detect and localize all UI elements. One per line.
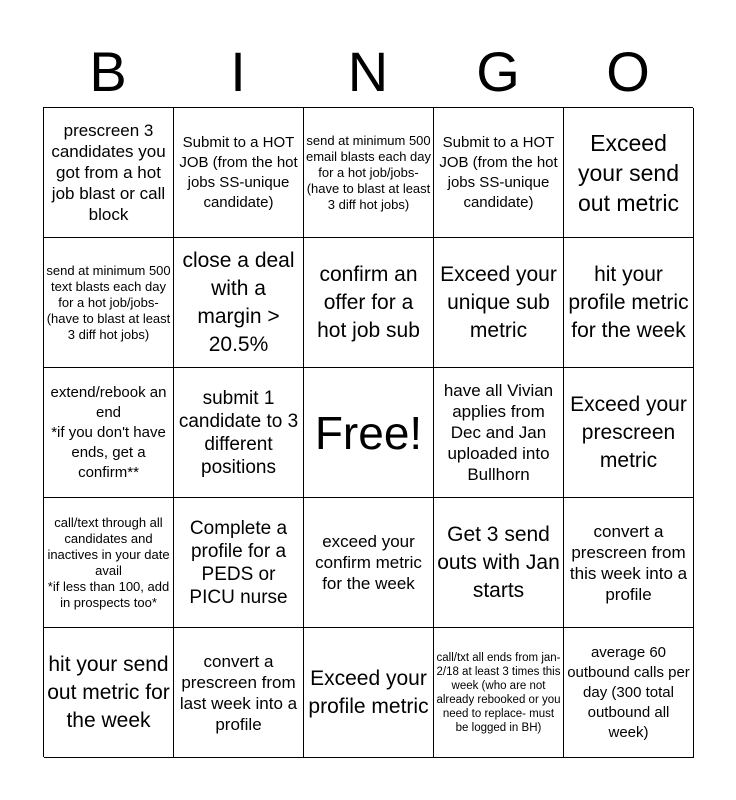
bingo-cell[interactable] xyxy=(44,628,174,758)
cell-text: Complete a profile for a PEDS or PICU nurse xyxy=(189,517,288,608)
cell-text: exceed your confirm metric for the week xyxy=(315,532,422,593)
cell-text: Exceed your send out metric xyxy=(577,129,679,216)
header-letter-g: G xyxy=(476,40,520,103)
bingo-card-grid xyxy=(43,107,693,757)
cell-text: send at minimum 500 text blasts each day for a hot job/jobs- (have to blast at least 3 diff hot jobs) xyxy=(46,262,171,342)
bingo-cell[interactable] xyxy=(44,238,174,368)
cell-text: convert a prescreen from last week into a profile xyxy=(179,651,298,734)
header-letter-b: B xyxy=(89,40,127,103)
cell-text: have all Vivian applies from Dec and Jan uploaded into Bullhorn xyxy=(443,381,554,484)
cell-text: call/txt all ends from jan-2/18 at least 3 times this week (who are not already rebooked or you need to replace- must be logged in BH) xyxy=(436,651,561,734)
bingo-cell[interactable] xyxy=(44,368,174,498)
bingo-cell[interactable] xyxy=(434,108,564,238)
cell-text: average 60 outbound calls per day (300 total outbound all week) xyxy=(567,643,690,741)
bingo-cell[interactable] xyxy=(434,238,564,368)
bingo-cell[interactable] xyxy=(434,498,564,628)
cell-text: Get 3 send outs with Jan starts xyxy=(437,522,560,602)
bingo-cell[interactable] xyxy=(44,108,174,238)
cell-text: Submit to a HOT JOB (from the hot jobs SS-unique candidate) xyxy=(179,133,298,211)
bingo-cell[interactable] xyxy=(44,498,174,628)
cell-text: Exceed your unique sub metric xyxy=(440,262,557,342)
bingo-cell[interactable] xyxy=(174,498,304,628)
cell-text: extend/rebook an end *if you don't have ends, get a confirm** xyxy=(50,383,167,481)
bingo-cell[interactable] xyxy=(564,628,694,758)
cell-text: submit 1 candidate to 3 different positions xyxy=(178,387,299,478)
cell-text: close a deal with a margin > 20.5% xyxy=(182,248,295,356)
free-space-cell[interactable] xyxy=(304,368,434,498)
bingo-cell[interactable] xyxy=(564,498,694,628)
free-space-text: Free! xyxy=(314,406,423,459)
bingo-cell[interactable] xyxy=(304,238,434,368)
bingo-cell[interactable] xyxy=(174,108,304,238)
cell-text: send at minimum 500 email blasts each day for a hot job/jobs- (have to blast at least 3 diff hot jobs) xyxy=(306,132,432,212)
cell-text: confirm an offer for a hot job sub xyxy=(317,262,420,342)
bingo-cell[interactable] xyxy=(174,238,304,368)
bingo-cell[interactable] xyxy=(564,368,694,498)
bingo-cell[interactable] xyxy=(434,628,564,758)
header-letter-i: I xyxy=(230,40,246,103)
cell-text: prescreen 3 candidates you got from a hot job blast or call block xyxy=(51,121,166,224)
cell-text: hit your send out metric for the week xyxy=(47,652,170,732)
bingo-cell[interactable] xyxy=(304,108,434,238)
bingo-cell[interactable] xyxy=(564,108,694,238)
cell-text: convert a prescreen from this week into a profile xyxy=(569,521,688,604)
bingo-cell[interactable] xyxy=(174,368,304,498)
cell-text: Submit to a HOT JOB (from the hot jobs SS-unique candidate) xyxy=(439,133,558,211)
header-letter-n: N xyxy=(347,40,389,103)
header-letter-o: O xyxy=(606,40,650,103)
cell-text: hit your profile metric for the week xyxy=(568,262,689,342)
cell-text: Exceed your prescreen metric xyxy=(570,392,687,472)
cell-text: call/text through all candidates and inactives in your date avail *if less than 100, add in prospects too* xyxy=(47,514,170,610)
bingo-header xyxy=(43,40,693,104)
bingo-cell[interactable] xyxy=(304,628,434,758)
bingo-cell[interactable] xyxy=(564,238,694,368)
bingo-cell[interactable] xyxy=(304,498,434,628)
bingo-cell[interactable] xyxy=(434,368,564,498)
bingo-cell[interactable] xyxy=(174,628,304,758)
cell-text: Exceed your profile metric xyxy=(308,666,429,718)
